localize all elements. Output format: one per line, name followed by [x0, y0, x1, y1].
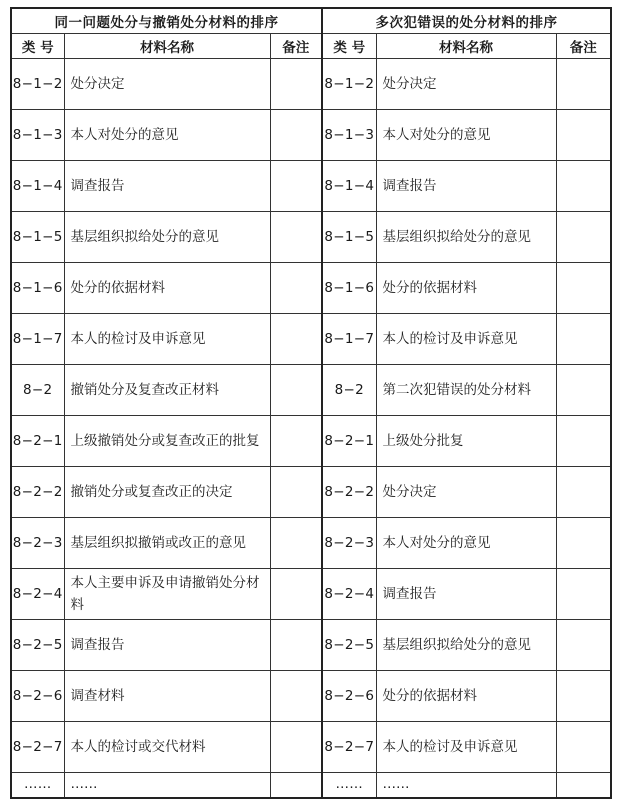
right-code-cell: 8−1−6: [322, 263, 376, 314]
right-name-cell: 处分的依据材料: [376, 671, 556, 722]
right-code-cell: 8−2−2: [322, 467, 376, 518]
left-code-cell: 8−2−7: [11, 722, 64, 773]
right-name-cell: 本人的检讨及申诉意见: [376, 722, 556, 773]
left-code-cell: 8−2−1: [11, 416, 64, 467]
table-row: [11, 161, 611, 212]
right-name-cell: 本人的检讨及申诉意见: [376, 314, 556, 365]
right-name-cell: 上级处分批复: [376, 416, 556, 467]
left-note-cell: [270, 467, 322, 518]
right-note-cell: [556, 161, 611, 212]
left-note-cell: [270, 773, 322, 799]
left-code-cell: 8−1−5: [11, 212, 64, 263]
left-note-cell: [270, 518, 322, 569]
right-code-cell: 8−1−2: [322, 59, 376, 110]
right-code-cell: 8−1−7: [322, 314, 376, 365]
left-note-cell: [270, 161, 322, 212]
table-row: [11, 314, 611, 365]
left-note-cell: [270, 620, 322, 671]
left-code-header: 类 号: [11, 34, 64, 59]
left-note-cell: [270, 365, 322, 416]
table-row: [11, 722, 611, 773]
left-code-cell: 8−2−2: [11, 467, 64, 518]
right-code-cell: 8−2−3: [322, 518, 376, 569]
left-name-cell: 撤销处分及复查改正材料: [64, 365, 270, 416]
right-code-cell: 8−2−4: [322, 569, 376, 620]
left-note-cell: [270, 110, 322, 161]
right-note-cell: [556, 773, 611, 799]
table-row: [11, 518, 611, 569]
right-name-cell: 基层组织拟给处分的意见: [376, 212, 556, 263]
right-note-cell: [556, 314, 611, 365]
table-row: [11, 773, 611, 799]
left-note-cell: [270, 416, 322, 467]
right-code-cell: 8−2−1: [322, 416, 376, 467]
right-name-cell: 基层组织拟给处分的意见: [376, 620, 556, 671]
left-code-cell: 8−1−4: [11, 161, 64, 212]
left-note-header: 备注: [270, 34, 322, 59]
record-sorting-table: [10, 7, 612, 799]
left-code-cell: 8−2−3: [11, 518, 64, 569]
table-row: [11, 365, 611, 416]
document-page: [10, 7, 610, 799]
right-code-cell: 8−2: [322, 365, 376, 416]
right-name-cell: 处分的依据材料: [376, 263, 556, 314]
right-note-cell: [556, 671, 611, 722]
left-code-cell: 8−1−2: [11, 59, 64, 110]
right-note-cell: [556, 59, 611, 110]
left-name-cell: 调查材料: [64, 671, 270, 722]
table-body: [11, 59, 611, 799]
right-note-header: 备注: [556, 34, 611, 59]
right-code-cell: 8−1−5: [322, 212, 376, 263]
right-code-header: 类 号: [322, 34, 376, 59]
left-name-cell: 调查报告: [64, 161, 270, 212]
right-name-cell: 本人对处分的意见: [376, 518, 556, 569]
right-name-cell: 调查报告: [376, 161, 556, 212]
table-row: [11, 569, 611, 620]
table-row: [11, 110, 611, 161]
right-note-cell: [556, 518, 611, 569]
table-row: [11, 620, 611, 671]
right-note-cell: [556, 620, 611, 671]
left-note-cell: [270, 212, 322, 263]
left-code-cell: 8−1−7: [11, 314, 64, 365]
right-code-cell: 8−2−7: [322, 722, 376, 773]
left-name-cell: 处分的依据材料: [64, 263, 270, 314]
right-name-cell: 处分决定: [376, 59, 556, 110]
table-row: [11, 59, 611, 110]
right-note-cell: [556, 110, 611, 161]
left-note-cell: [270, 569, 322, 620]
left-code-cell: 8−2−5: [11, 620, 64, 671]
right-note-cell: [556, 212, 611, 263]
left-name-cell: 处分决定: [64, 59, 270, 110]
right-note-cell: [556, 416, 611, 467]
table-row: [11, 212, 611, 263]
left-code-cell: 8−2−4: [11, 569, 64, 620]
left-name-cell: 撤销处分或复查改正的决定: [64, 467, 270, 518]
title-row: [11, 8, 611, 34]
right-name-cell: 本人对处分的意见: [376, 110, 556, 161]
left-code-cell: 8−1−3: [11, 110, 64, 161]
left-note-cell: [270, 314, 322, 365]
right-note-cell: [556, 263, 611, 314]
left-name-cell: 调查报告: [64, 620, 270, 671]
left-name-cell: 本人的检讨及申诉意见: [64, 314, 270, 365]
left-note-cell: [270, 722, 322, 773]
right-name-cell: ……: [376, 773, 556, 799]
left-code-cell: 8−1−6: [11, 263, 64, 314]
table-row: [11, 467, 611, 518]
left-section-title: 同一问题处分与撤销处分材料的排序: [11, 8, 322, 34]
right-note-cell: [556, 722, 611, 773]
right-note-cell: [556, 365, 611, 416]
left-name-cell: 本人主要申诉及申请撤销处分材料: [64, 569, 270, 620]
left-name-cell: 上级撤销处分或复查改正的批复: [64, 416, 270, 467]
table-row: [11, 671, 611, 722]
table-row: [11, 416, 611, 467]
left-note-cell: [270, 263, 322, 314]
right-code-cell: 8−1−4: [322, 161, 376, 212]
left-name-header: 材料名称: [64, 34, 270, 59]
left-code-cell: 8−2−6: [11, 671, 64, 722]
right-code-cell: 8−2−6: [322, 671, 376, 722]
right-name-cell: 处分决定: [376, 467, 556, 518]
left-code-cell: ……: [11, 773, 64, 799]
left-note-cell: [270, 671, 322, 722]
left-name-cell: 基层组织拟撤销或改正的意见: [64, 518, 270, 569]
left-note-cell: [270, 59, 322, 110]
column-header-row: [11, 34, 611, 59]
right-code-cell: ……: [322, 773, 376, 799]
right-name-header: 材料名称: [376, 34, 556, 59]
right-code-cell: 8−1−3: [322, 110, 376, 161]
left-code-cell: 8−2: [11, 365, 64, 416]
left-name-cell: 基层组织拟给处分的意见: [64, 212, 270, 263]
table-row: [11, 263, 611, 314]
right-name-cell: 调查报告: [376, 569, 556, 620]
left-name-cell: ……: [64, 773, 270, 799]
right-name-cell: 第二次犯错误的处分材料: [376, 365, 556, 416]
left-name-cell: 本人的检讨或交代材料: [64, 722, 270, 773]
right-code-cell: 8−2−5: [322, 620, 376, 671]
right-note-cell: [556, 569, 611, 620]
right-note-cell: [556, 467, 611, 518]
left-name-cell: 本人对处分的意见: [64, 110, 270, 161]
right-section-title: 多次犯错误的处分材料的排序: [322, 8, 611, 34]
